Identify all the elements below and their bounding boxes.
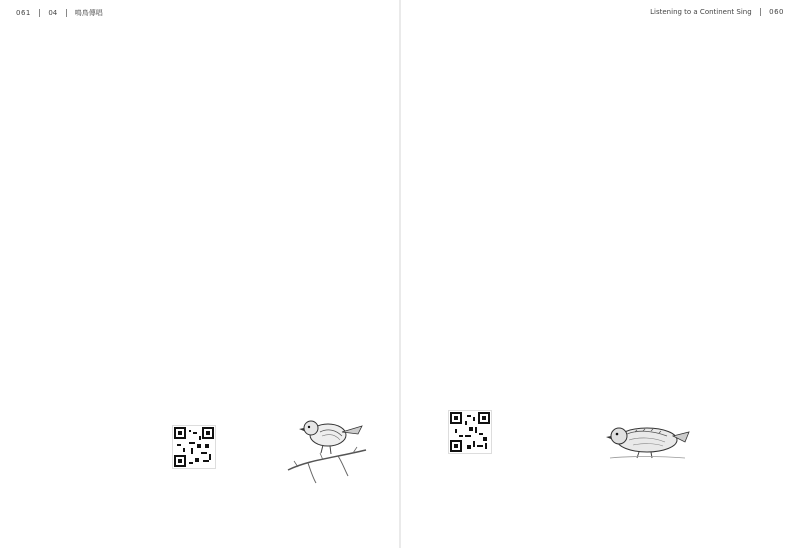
qr-code-icon[interactable] bbox=[448, 410, 492, 454]
header-separator bbox=[66, 9, 67, 17]
header-separator bbox=[760, 8, 761, 16]
chapter-title: 鳴鳥傳唱 bbox=[74, 9, 103, 17]
running-title: Listening to a Continent Sing bbox=[650, 8, 752, 16]
right-page-number: 060 bbox=[769, 8, 784, 16]
qr-code-graphic bbox=[173, 426, 215, 468]
right-body-text bbox=[440, 40, 778, 340]
header-separator bbox=[39, 9, 40, 17]
right-page bbox=[400, 0, 800, 548]
left-page-number: 061 bbox=[16, 9, 31, 17]
chapter-number: 04 bbox=[48, 9, 58, 17]
whip-poor-will-bird-icon bbox=[605, 410, 690, 465]
left-body-text bbox=[20, 40, 342, 340]
qr-code-graphic bbox=[449, 411, 491, 453]
sparrow-bird-icon bbox=[278, 400, 373, 485]
qr-code-icon[interactable] bbox=[172, 425, 216, 469]
right-page-header bbox=[650, 8, 784, 16]
left-page-header bbox=[16, 8, 103, 18]
